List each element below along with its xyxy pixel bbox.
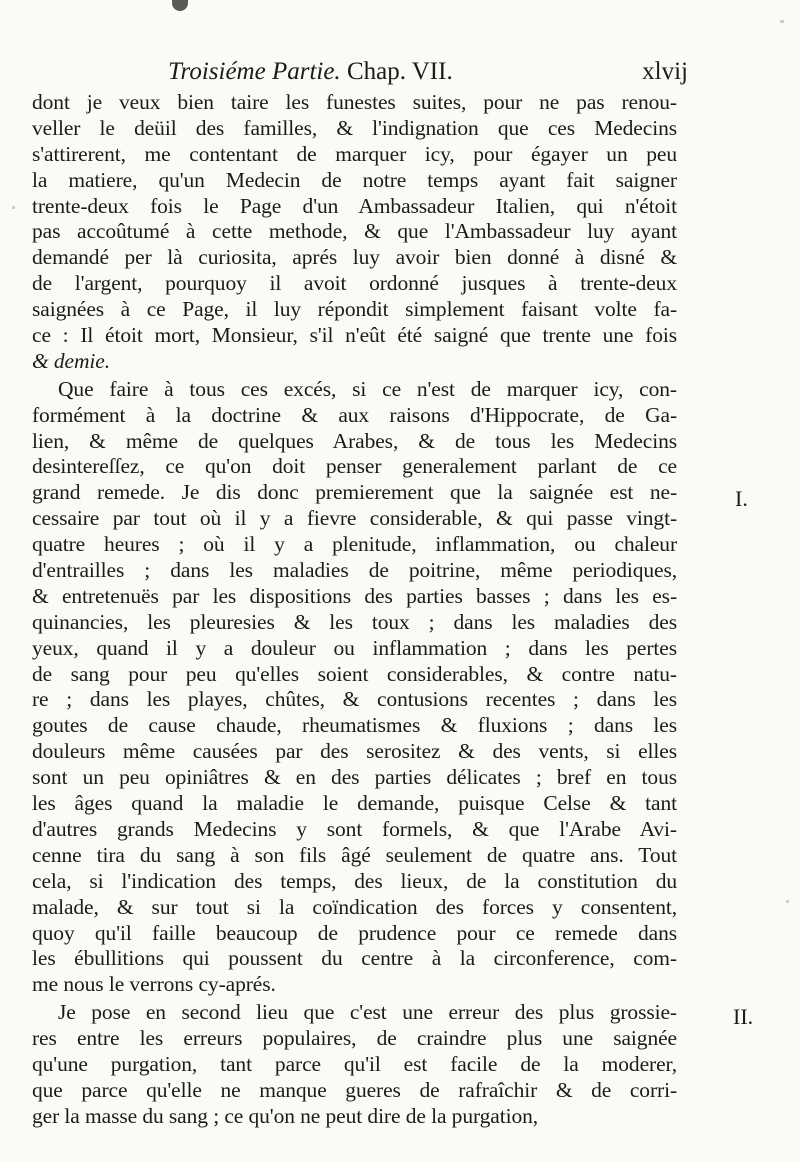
text-line: re ; dans les playes, chûtes, & contusions recentes ; dans les	[32, 687, 677, 712]
text-line: la matiere, qu'un Medecin de notre temps ayant fait saigner	[32, 167, 677, 192]
text-line: d'autres grands Medecins y sont formels, & que l'Arabe Avi-	[32, 816, 677, 841]
text-line: sont un peu opiniâtres & en des parties délicates ; bref en tous	[32, 765, 677, 790]
running-title	[168, 58, 453, 86]
paragraph-3	[32, 1000, 677, 1129]
scan-speck	[786, 900, 789, 903]
text-line: que parce qu'elle ne manque gueres de rafraîchir & de corri-	[32, 1077, 677, 1102]
text-line: desintereſſez, ce qu'on doit penser generalement parlant de ce	[32, 454, 677, 479]
scan-speck	[780, 20, 784, 23]
margin-note-second: II.	[733, 1004, 754, 1029]
page-number: xlvij	[642, 58, 688, 85]
text-line: douleurs même causées par des serositez & des vents, si elles	[32, 739, 677, 764]
text-line: cessaire par tout où il y a fievre considerable, & qui passe vingt-	[32, 506, 677, 531]
text-line: Que faire à tous ces excés, si ce n'est de marquer icy, con-	[58, 376, 677, 401]
text-line: les ébullitions qui poussent du centre à la circonference, com-	[32, 946, 677, 971]
text-line: quoy qu'il faille beaucoup de prudence pour ce remede dans	[32, 920, 677, 945]
text-line: veller le deüil des familles, & l'indignation que ces Medecins	[32, 115, 677, 140]
running-title-chapter: Chap. VII.	[346, 58, 453, 85]
text-line: me nous le verrons cy-aprés.	[32, 972, 276, 997]
text-line: dont je veux bien taire les funestes suites, pour ne pas renou-	[32, 90, 677, 114]
text-line: lien, & même de quelques Arabes, & de tous les Medecins	[32, 428, 677, 453]
text-line: demandé per là curiosita, aprés luy avoir bien donné à disné &	[32, 245, 677, 270]
text-line: formément à la doctrine & aux raisons d'Hippocrate, de Ga-	[32, 402, 677, 427]
text-line: grand remede. Je dis donc premierement que la saignée est ne-	[32, 480, 677, 505]
text-line: ger la masse du sang ; ce qu'on ne peut dire de la purgation,	[32, 1103, 539, 1128]
scan-speck	[12, 206, 15, 209]
text-line: s'attirerent, me contentant de marquer icy, pour égayer un peu	[32, 141, 677, 166]
text-line: de sang pour peu qu'elles soient considerables, & contre natu-	[32, 661, 677, 686]
body-text	[32, 90, 677, 1130]
page-header	[168, 58, 688, 92]
margin-note-first: I.	[735, 486, 748, 511]
text-line: goutes de cause chaude, rheumatismes & fluxions ; dans les	[32, 713, 677, 738]
text-line: quatre heures ; où il y a plenitude, inflammation, ou chaleur	[32, 532, 677, 557]
text-line: quinancies, les pleuresies & les toux ; dans les maladies des	[32, 609, 677, 634]
text-line: yeux, quand il y a douleur ou inflammation ; dans les pertes	[32, 635, 677, 660]
text-line: qu'une purgation, tant parce qu'il est facile de la moderer,	[32, 1051, 677, 1076]
text-line: Je pose en second lieu que c'est une erreur des plus grossie-	[58, 1000, 677, 1025]
text-line: de l'argent, pourquoy il avoit ordonné jusques à trente-deux	[32, 271, 677, 296]
text-line: & entretenuës par les dispositions des parties basses ; dans les es-	[32, 583, 677, 608]
text-line: cela, si l'indication des temps, des lieux, de la constitution du	[32, 868, 677, 893]
running-title-part: Troisiéme Partie.	[168, 58, 341, 85]
paragraph-2	[32, 377, 677, 1000]
text-line: ce : Il étoit mort, Monsieur, s'il n'eût été saigné que trente une fois	[32, 323, 677, 348]
text-line: les âges quand la maladie le demande, puisque Celse & tant	[32, 791, 677, 816]
text-line: malade, & sur tout si la coïndication des forces y consentent,	[32, 894, 677, 919]
text-line: pas accoûtumé à cette methode, & que l'Ambassadeur luy ayant	[32, 219, 677, 244]
paragraph-1	[32, 90, 677, 377]
binding-hole-mark	[172, 0, 188, 11]
text-line: res entre les erreurs populaires, de craindre plus une saignée	[32, 1026, 677, 1051]
text-line: & demie.	[32, 348, 111, 373]
text-line: saignées à ce Page, il luy répondit simplement faisant volte fa-	[32, 297, 677, 322]
text-line: cenne tira du sang à son fils âgé seulement de quatre ans. Tout	[32, 842, 677, 867]
text-line: trente-deux fois le Page d'un Ambassadeur Italien, qui n'étoit	[32, 193, 677, 218]
text-line: d'entrailles ; dans les maladies de poitrine, même periodiques,	[32, 558, 677, 583]
